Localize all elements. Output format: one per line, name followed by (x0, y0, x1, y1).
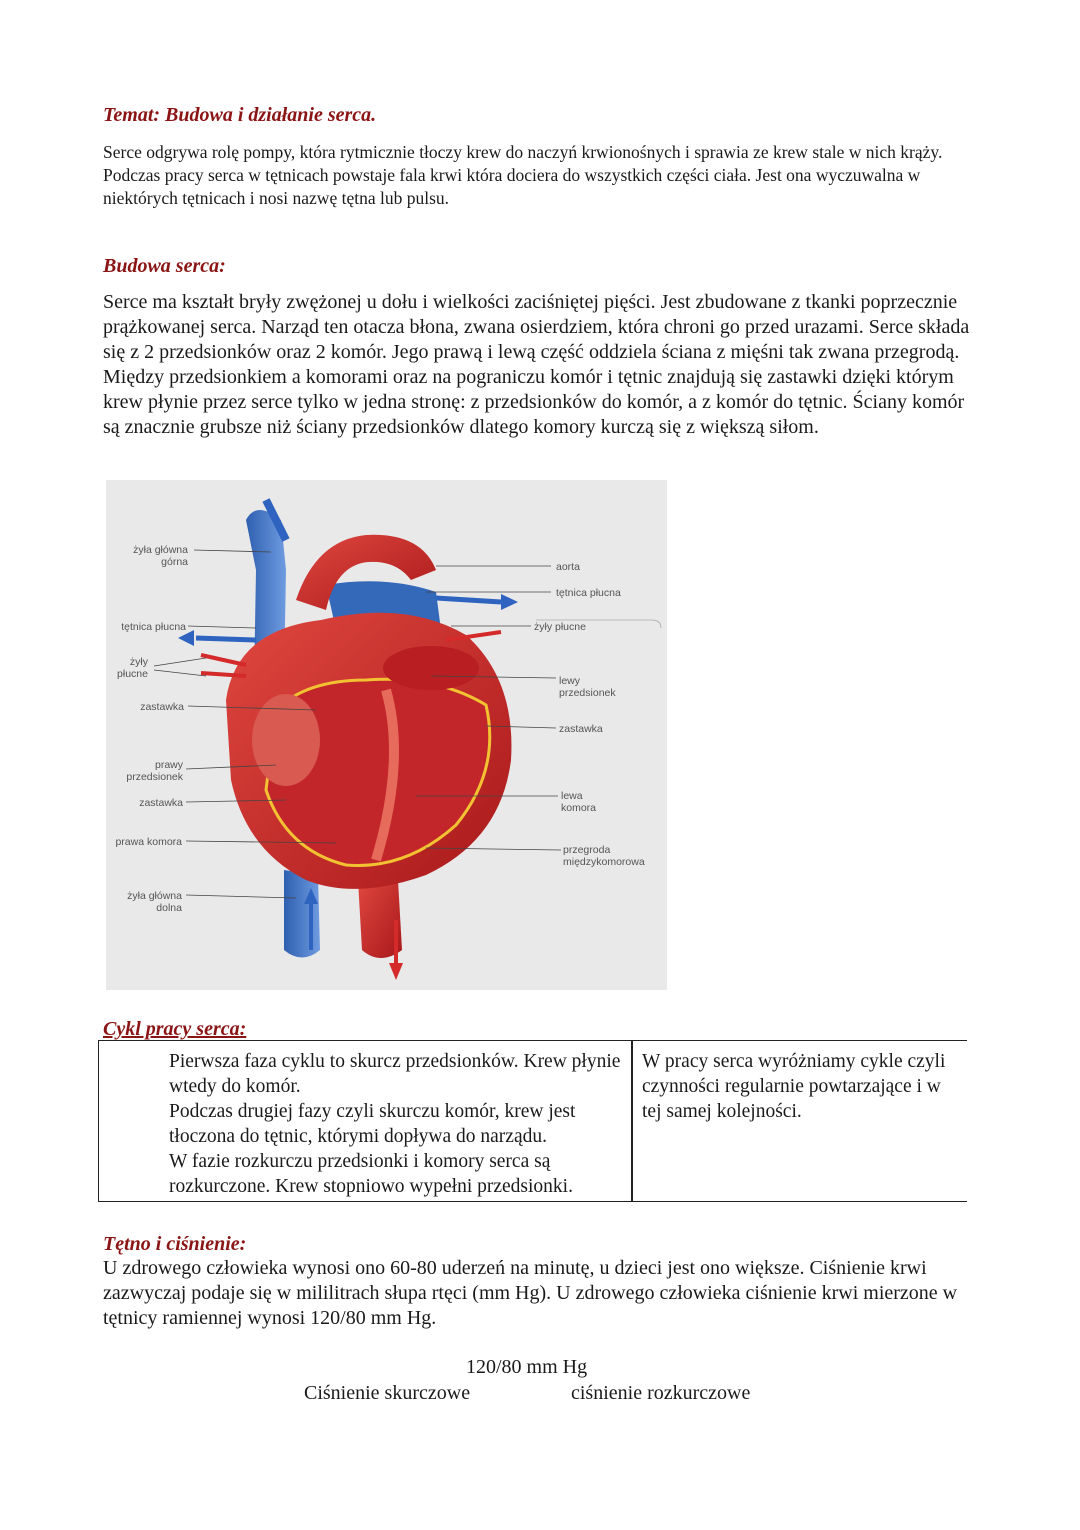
cycle-phase-3: W fazie rozkurczu przedsionki i komory serca są rozkurczone. Krew stopniowo wypełni przedsionki. (169, 1151, 573, 1197)
label-vena-cava-sup-2: górna (161, 556, 188, 568)
label-right-atrium-1: prawy (154, 759, 183, 771)
structure-paragraph: Serce ma kształt bryły zwężonej u dołu i wielkości zaciśniętej pięści. Jest zbudowane z tkanki poprzecznie prążkowanej serca. Narząd ten otacza błona, zwana osierdziem, która chroni go przed urazami. Serce składa się z 2 przedsionków oraz 2 komór. Jego prawą i lewą część oddziela ściana z mięśni tak zwana przegrodą. Między przedsionkiem a komorami oraz na pograniczu komór i tętnic znajdują się zastawki dzięki którym krew płynie przez serce tylko w jedna stronę: z przedsionków do komór, a z komór do tętnic. Ściany komór są znacznie grubsze niż ściany przedsionków dlatego komory kurczą się z większą siłom. (103, 291, 970, 438)
arrow-blue-right (436, 598, 501, 602)
pressure-formula: 120/80 mm Hg (466, 1356, 588, 1378)
label-right-atrium-2: przedsionek (126, 771, 183, 783)
label-pulmonary-artery-right: tętnica płucna (556, 587, 621, 599)
label-pulmonary-veins-right: żyły płucne (534, 621, 586, 633)
label-valve-left-2: zastawka (139, 797, 183, 809)
cycle-phase-2: Podczas drugiej fazy czyli skurczu komór, krew jest tłoczona do tętnic, którymi dopływa do narządu. (169, 1101, 576, 1147)
arrow-red-left-1 (201, 655, 246, 665)
arrow-blue-left (196, 638, 256, 640)
label-pulmonary-veins-left-1: żyły (129, 656, 148, 668)
label-vena-cava-inf-2: dolna (156, 902, 182, 914)
pressure-title: Tętno i ciśnienie: (103, 1233, 247, 1255)
label-left-ventricle-1: lewa (561, 790, 583, 802)
label-aorta: aorta (556, 561, 580, 573)
label-septum-1: przegroda (563, 844, 611, 856)
cycle-phase-1: Pierwsza faza cyklu to skurcz przedsionków. Krew płynie wtedy do komór. (169, 1051, 621, 1097)
label-vena-cava-inf-1: żyła główna (127, 890, 182, 902)
label-left-atrium-1: lewy (559, 675, 581, 687)
cycle-title: Cykl pracy serca: (103, 1018, 247, 1040)
arrow-blue-right-head (501, 594, 518, 610)
cycle-note: W pracy serca wyróżniamy cykle czyli czynności regularnie powtarzające i w tej samej kolejności. (642, 1051, 946, 1122)
systolic-label: Ciśnienie skurczowe (304, 1382, 471, 1404)
left-atrium (383, 646, 479, 690)
inferior-vena-cava (284, 870, 320, 958)
label-pulmonary-veins-left-2: płucne (117, 668, 148, 680)
intro-paragraph: Serce odgrywa rolę pompy, która rytmicznie tłoczy krew do naczyń krwionośnych i sprawia ze krew stale w nich krąży. Podczas pracy serca w tętnicach powstaje fala krwi która dociera do wszystkich części ciała. Jest ona wyczuwalna w niektórych tętnicach i nosi nazwę tętna lub pulsu. (103, 142, 943, 208)
label-valve-left-1: zastawka (140, 701, 184, 713)
heart-illustration (106, 480, 667, 990)
label-septum-2: międzykomorowa (563, 856, 645, 868)
diastolic-label: ciśnienie rozkurczowe (571, 1382, 751, 1404)
label-left-ventricle-2: komora (561, 802, 597, 814)
arrow-red-down-head (389, 963, 403, 980)
structure-title: Budowa serca: (103, 255, 226, 277)
cycle-table (98, 1040, 967, 1202)
pressure-paragraph: U zdrowego człowieka wynosi ono 60-80 uderzeń na minutę, u dzieci jest ono większe. Ciśnienie krwi zazwyczaj podaje się w mililitrach słupa rtęci (mm Hg). U zdrowego człowieka ciśnienie krwi mierzone w tętnicy ramiennej wynosi 120/80 mm Hg. (103, 1257, 958, 1329)
label-valve-right: zastawka (559, 723, 603, 735)
cycle-divider (631, 1041, 633, 1201)
label-right-ventricle: prawa komora (115, 836, 182, 848)
label-pulmonary-artery-left: tętnica płucna (121, 621, 186, 633)
right-atrium (252, 694, 320, 786)
label-left-atrium-2: przedsionek (559, 687, 616, 699)
label-vena-cava-sup-1: żyła główna (133, 544, 188, 556)
cycle-phases (169, 1049, 629, 1199)
heart-diagram (106, 480, 667, 990)
topic-title: Temat: Budowa i działanie serca. (103, 104, 377, 126)
